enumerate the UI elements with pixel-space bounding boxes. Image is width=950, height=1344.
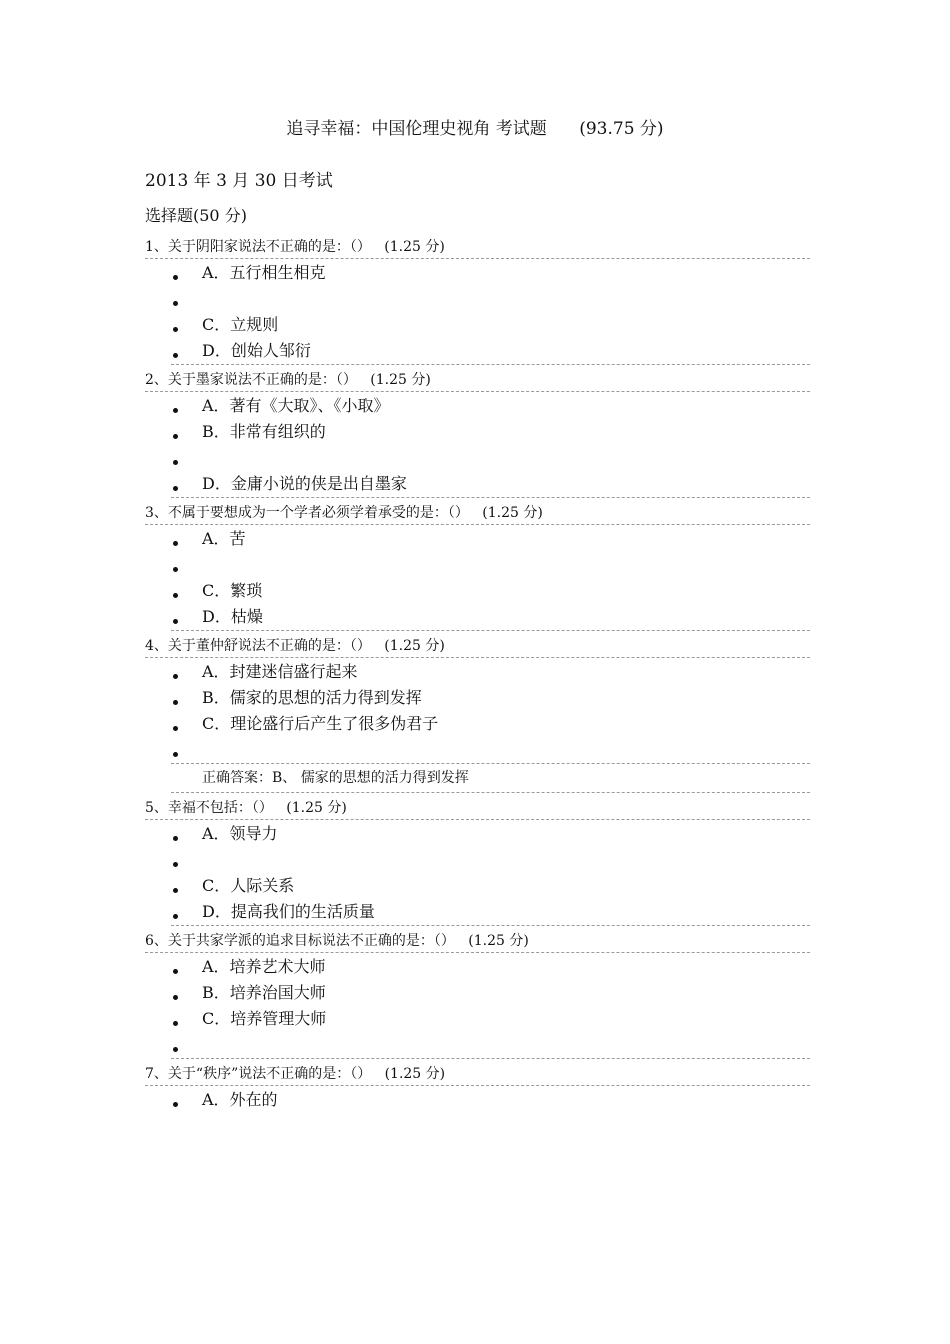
- divider: [145, 819, 810, 820]
- option-list: [145, 821, 810, 925]
- option-item: C．繁琐: [145, 578, 810, 604]
- option-item: [145, 445, 810, 471]
- option-list: [145, 526, 810, 630]
- option-item: B．培养治国大师: [145, 980, 810, 1006]
- option-item: A．五行相生相克: [145, 260, 810, 286]
- question-6: [145, 930, 810, 1059]
- option-list: [145, 393, 810, 497]
- option-item: D．金庸小说的侠是出自墨家: [145, 471, 810, 497]
- option-item: B．非常有组织的: [145, 419, 810, 445]
- option-item: C．理论盛行后产生了很多伪君子: [145, 711, 810, 737]
- question-text: 4、关于董仲舒说法不正确的是：（） (1.25 分): [145, 638, 445, 654]
- page-title: 追寻幸福：中国伦理史视角 考试题 (93.75 分): [286, 119, 664, 139]
- question-7: [145, 1063, 810, 1113]
- divider: [145, 952, 810, 953]
- divider: [145, 391, 810, 392]
- option-item: A．培养艺术大师: [145, 954, 810, 980]
- option-list: [145, 954, 810, 1058]
- option-item: [145, 1032, 810, 1058]
- option-item: A．著有《大取》、《小取》: [145, 393, 810, 419]
- correct-answer: 正确答案：B、 儒家的思想的活力得到发挥: [202, 770, 469, 786]
- divider: [171, 630, 810, 631]
- option-item: A．苦: [145, 526, 810, 552]
- question-list: [145, 236, 810, 1117]
- divider: [171, 364, 810, 365]
- divider: [171, 1058, 810, 1059]
- divider: [171, 925, 810, 926]
- option-item: [145, 552, 810, 578]
- question-text: 6、关于共家学派的追求目标说法不正确的是：（） (1.25 分): [145, 933, 529, 949]
- option-item: D．创始人邹衍: [145, 338, 810, 364]
- option-item: A．封建迷信盛行起来: [145, 659, 810, 685]
- divider: [145, 657, 810, 658]
- option-item: A．领导力: [145, 821, 810, 847]
- option-item: [145, 737, 810, 763]
- option-item: C．人际关系: [145, 873, 810, 899]
- divider: [171, 792, 810, 793]
- option-item: C．立规则: [145, 312, 810, 338]
- option-item: [145, 847, 810, 873]
- question-1: [145, 236, 810, 365]
- option-list: [145, 260, 810, 364]
- divider: [171, 497, 810, 498]
- question-3: [145, 502, 810, 631]
- question-2: [145, 369, 810, 498]
- question-text: 1、关于阴阳家说法不正确的是：（） (1.25 分): [145, 239, 445, 255]
- option-list: [145, 1087, 810, 1113]
- option-item: [145, 286, 810, 312]
- question-text: 5、幸福不包括：（） (1.25 分): [145, 800, 347, 816]
- option-item: D．提高我们的生活质量: [145, 899, 810, 925]
- option-item: A．外在的: [145, 1087, 810, 1113]
- question-text: 3、不属于要想成为一个学者必须学着承受的是：（） (1.25 分): [145, 505, 543, 521]
- question-4: [145, 635, 810, 793]
- question-text: 7、关于“秩序”说法不正确的是：（） (1.25 分): [145, 1066, 446, 1082]
- exam-date: 2013 年 3 月 30 日考试: [145, 171, 333, 191]
- option-list: [145, 659, 810, 763]
- section-heading: 选择题(50 分): [145, 206, 247, 225]
- option-item: C．培养管理大师: [145, 1006, 810, 1032]
- option-item: B．儒家的思想的活力得到发挥: [145, 685, 810, 711]
- divider: [145, 1085, 810, 1086]
- question-text: 2、关于墨家说法不正确的是：（） (1.25 分): [145, 372, 431, 388]
- divider: [145, 524, 810, 525]
- divider: [145, 258, 810, 259]
- question-5: [145, 797, 810, 926]
- option-item: D．枯燥: [145, 604, 810, 630]
